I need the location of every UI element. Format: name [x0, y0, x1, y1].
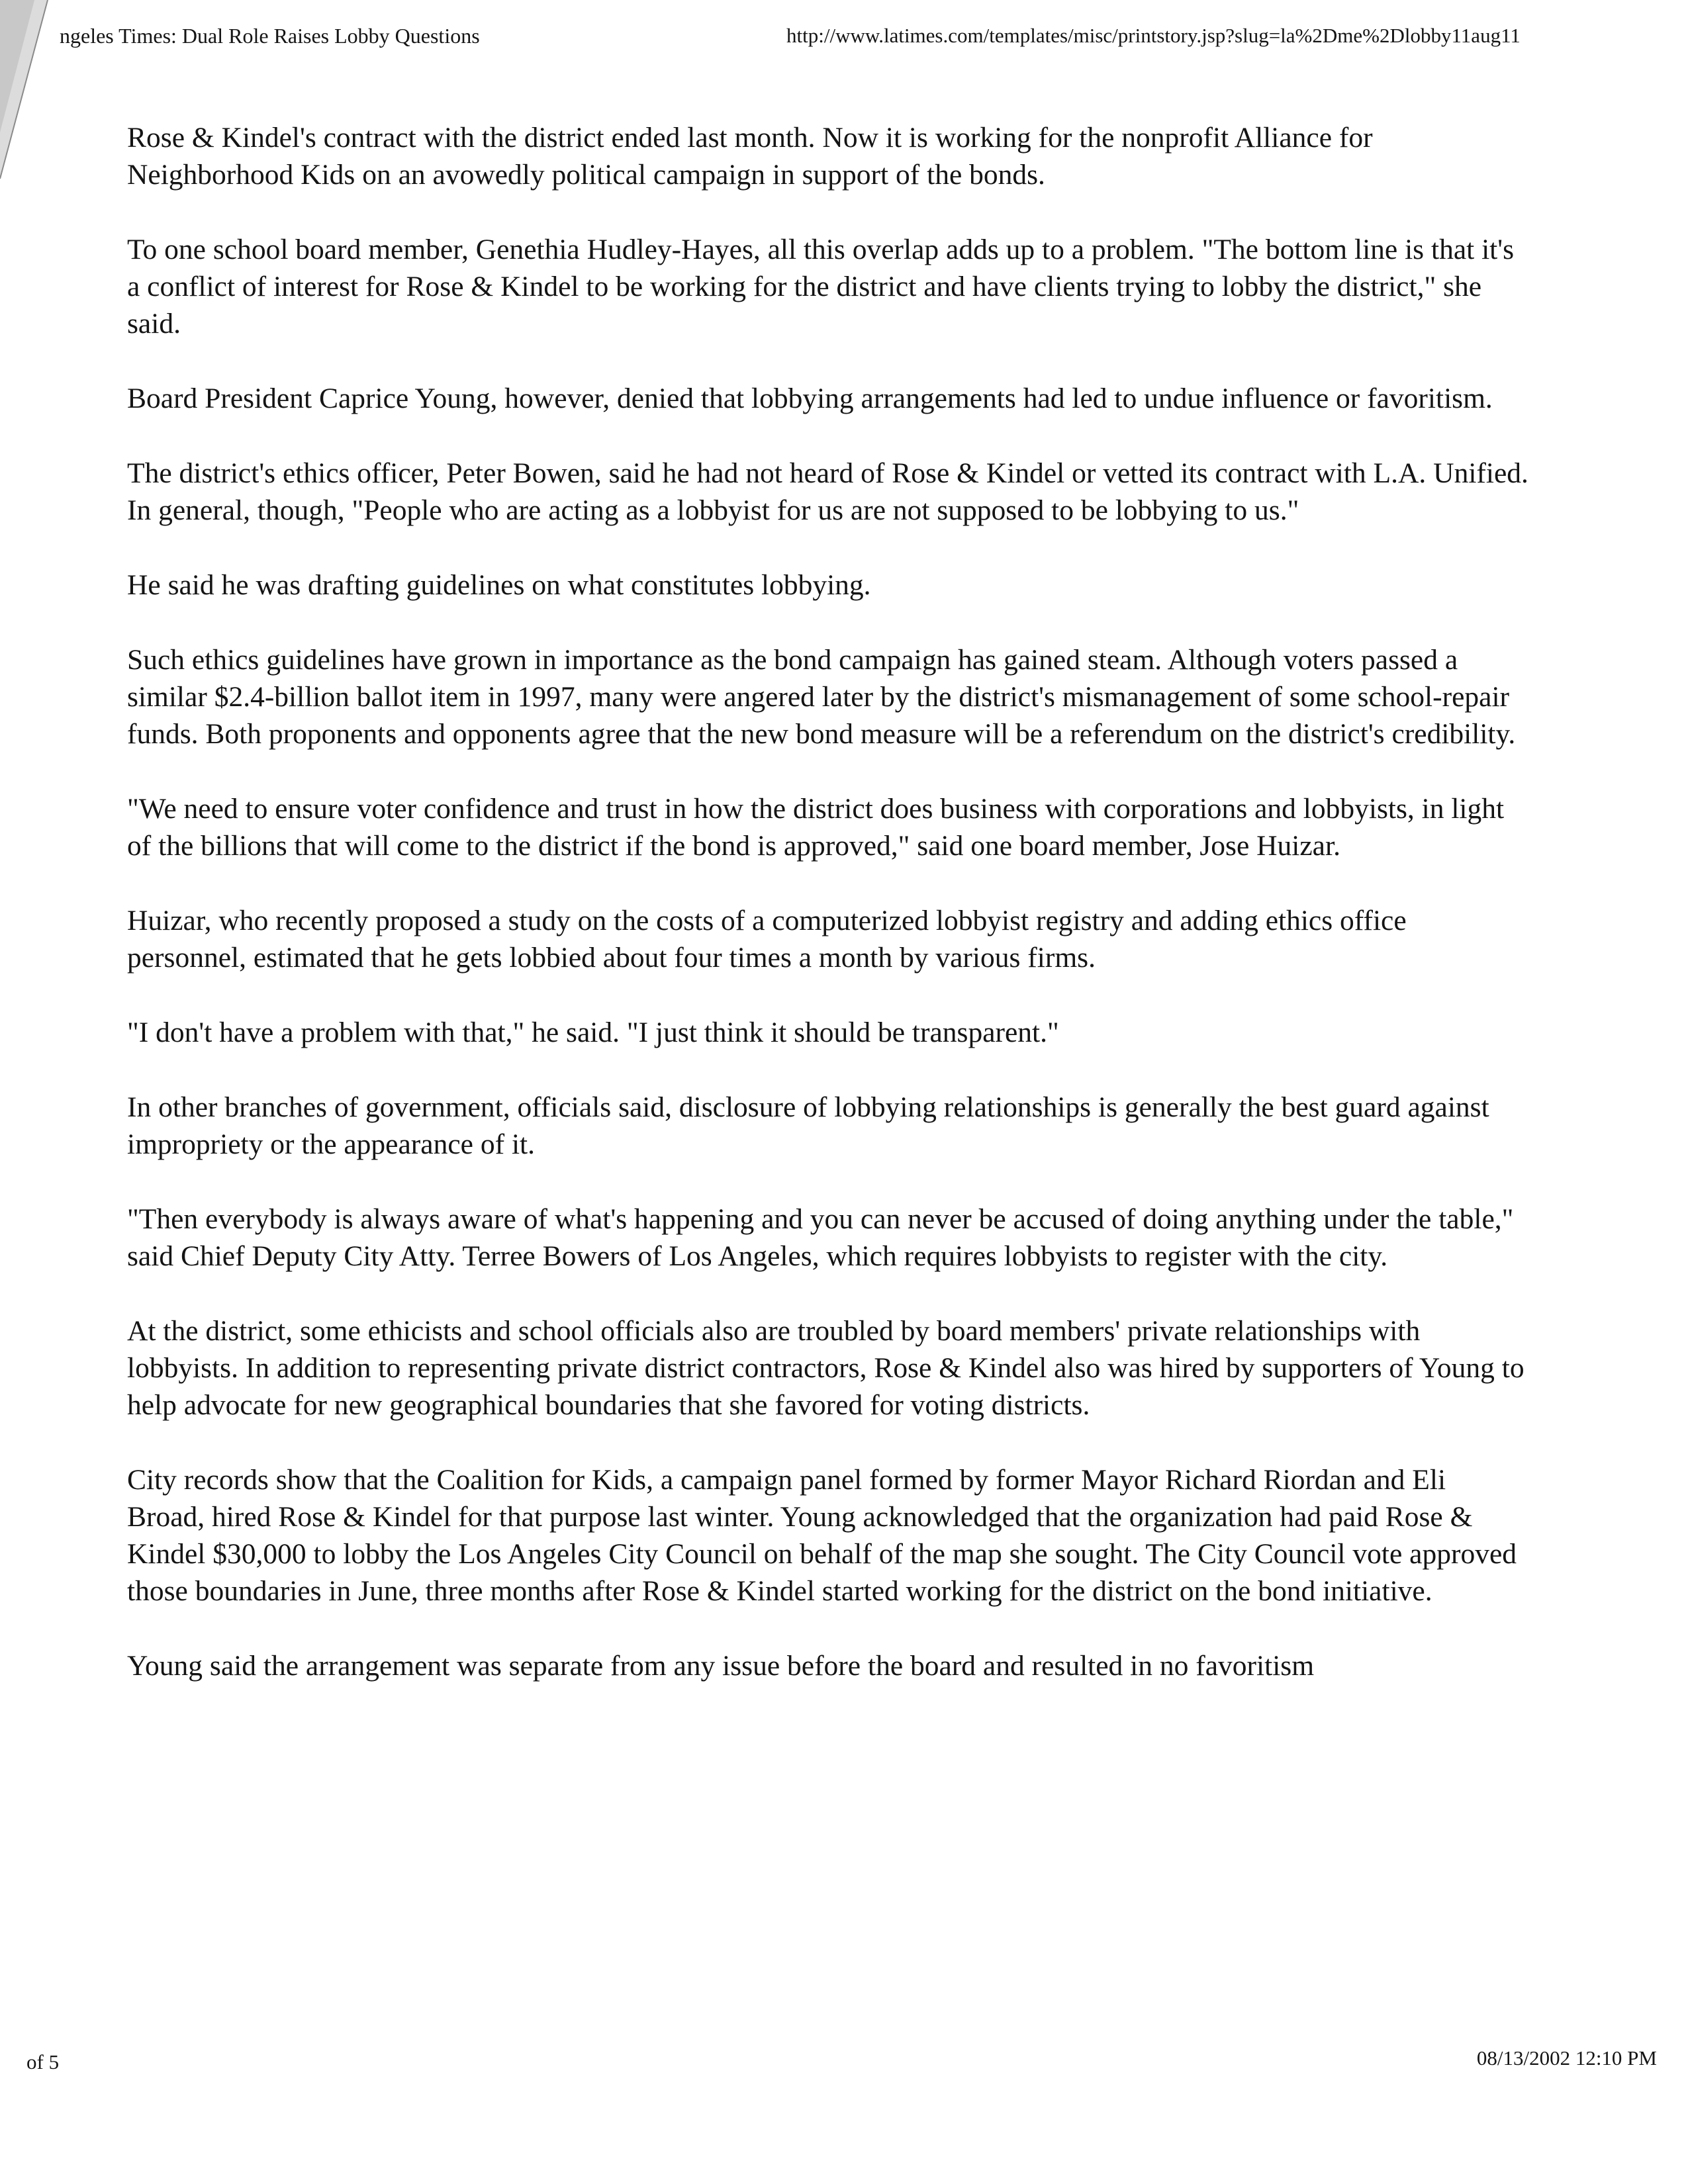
print-header-title: ngeles Times: Dual Role Raises Lobby Questions — [60, 24, 480, 48]
article-paragraph: "We need to ensure voter confidence and trust in how the district does business with corporations and lobbyists, in light of the billions that will come to the district if the bond is approved," said one board member, Jose Huizar. — [127, 793, 1505, 862]
article-paragraph: Rose & Kindel's contract with the district ended last month. Now it is working for the nonprofit Alliance for Neighborhood Kids on an avowedly political campaign in support of the bonds. — [127, 122, 1373, 191]
article-paragraph: City records show that the Coalition for Kids, a campaign panel formed by former Mayor Richard Riordan and Eli Broad, hired Rose & Kindel for that purpose last winter. Young acknowledged that the organization had paid Rose & Kindel $30,000 to lobby the Los Angeles City Council on behalf of the map she sought. The City Council vote approved those boundaries in June, three months after Rose & Kindel started working for the district on the bond initiative. — [127, 1464, 1517, 1607]
article-paragraph: "I don't have a problem with that," he said. "I just think it should be transparent." — [127, 1017, 1059, 1048]
print-header-url: http://www.latimes.com/templates/misc/printstory.jsp?slug=la%2Dme%2Dlobby11aug11 — [786, 24, 1521, 47]
article-paragraph: He said he was drafting guidelines on what constitutes lobbying. — [127, 569, 871, 601]
article-paragraph: At the district, some ethicists and school officials also are troubled by board members' private relationships with lobbyists. In addition to representing private district contractors, Rose & Kindel also was hired by supporters of Young to help advocate for new geographical boundaries that she favored for voting districts. — [127, 1315, 1524, 1421]
article-paragraph: Board President Caprice Young, however, denied that lobbying arrangements had led to undue influence or favoritism. — [127, 383, 1493, 414]
article-paragraph: In other branches of government, officials said, disclosure of lobbying relationships is generally the best guard against impropriety or the appearance of it. — [127, 1091, 1489, 1160]
article-body — [127, 119, 1530, 1722]
article-paragraph: To one school board member, Genethia Hudley-Hayes, all this overlap adds up to a problem. "The bottom line is that it's a conflict of interest for Rose & Kindel to be working for the district and have clients trying to lobby the district," she said. — [127, 234, 1515, 340]
article-paragraph: Huizar, who recently proposed a study on the costs of a computerized lobbyist registry and adding ethics office personnel, estimated that he gets lobbied about four times a month by various firms. — [127, 905, 1407, 974]
article-paragraph: The district's ethics officer, Peter Bowen, said he had not heard of Rose & Kindel or vetted its contract with L.A. Unified. In general, though, "People who are acting as a lobbyist for us are not supposed to be lobbying to us." — [127, 457, 1528, 526]
article-paragraph: "Then everybody is always aware of what's happening and you can never be accused of doing anything under the table," said Chief Deputy City Atty. Terree Bowers of Los Angeles, which requires lobbyists to register with the city. — [127, 1203, 1514, 1272]
print-footer-datetime: 08/13/2002 12:10 PM — [1476, 2046, 1657, 2070]
folded-page-corner — [0, 0, 60, 192]
article-paragraph: Such ethics guidelines have grown in importance as the bond campaign has gained steam. Although voters passed a similar $2.4-billion ballot item in 1997, many were angered later by the district's mismanagement of some school-repair funds. Both proponents and opponents agree that the new bond measure will be a referendum on the district's credibility. — [127, 644, 1516, 750]
article-paragraph: Young said the arrangement was separate from any issue before the board and resulted in no favoritism — [127, 1650, 1315, 1682]
print-footer-page-count: of 5 — [26, 2050, 60, 2073]
